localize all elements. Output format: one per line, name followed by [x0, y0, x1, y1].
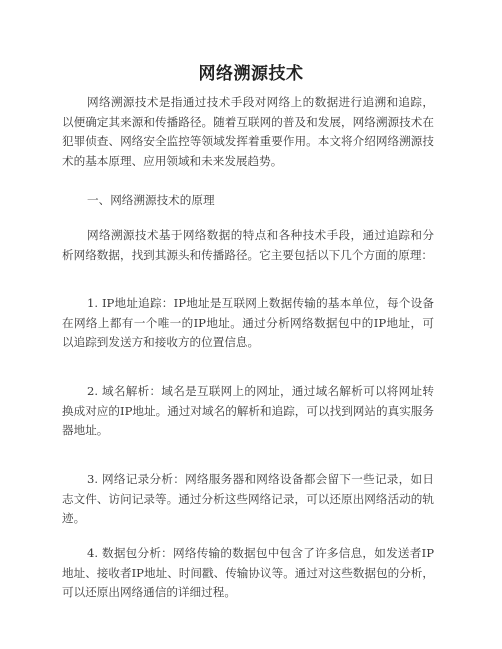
section-intro-paragraph: 网络溯源技术基于网络数据的特点和各种技术手段，通过追踪和分析网络数据，找到其源头和传播路径。它主要包括以下几个方面的原理：	[62, 228, 434, 262]
list-item-ip-tracking: 1. IP地址追踪：IP地址是互联网上数据传输的基本单位，每个设备在网络上都有一个唯一的IP地址。通过分析网络数据包中的IP地址，可以追踪到发送方和接收方的位置信息。	[62, 296, 434, 350]
list-item-packet-analysis: 4. 数据包分析：网络传输的数据包中包含了许多信息，如发送者IP地址、接收者IP地址、时间戳、传输协议等。通过对这些数据包的分析，可以还原出网络通信的详细过程。	[62, 546, 434, 600]
list-item-domain-resolution: 2. 域名解析：域名是互联网上的网址，通过域名解析可以将网址转换成对应的IP地址。通过对域名的解析和追踪，可以找到网站的真实服务器地址。	[62, 384, 434, 438]
list-item-log-analysis: 3. 网络记录分析：网络服务器和网络设备都会留下一些记录，如日志文件、访问记录等。通过分析这些网络记录，可以还原出网络活动的轨迹。	[62, 472, 434, 526]
document-title: 网络溯源技术	[198, 64, 304, 84]
section-heading: 一、网络溯源技术的原理	[87, 193, 215, 207]
intro-paragraph: 网络溯源技术是指通过技术手段对网络上的数据进行追溯和追踪，以便确定其来源和传播路径。随着互联网的普及和发展，网络溯源技术在犯罪侦查、网络安全监控等领域发挥着重要作用。本文将介绍网络溯源技术的基本原理、应用领域和未来发展趋势。	[62, 95, 434, 168]
